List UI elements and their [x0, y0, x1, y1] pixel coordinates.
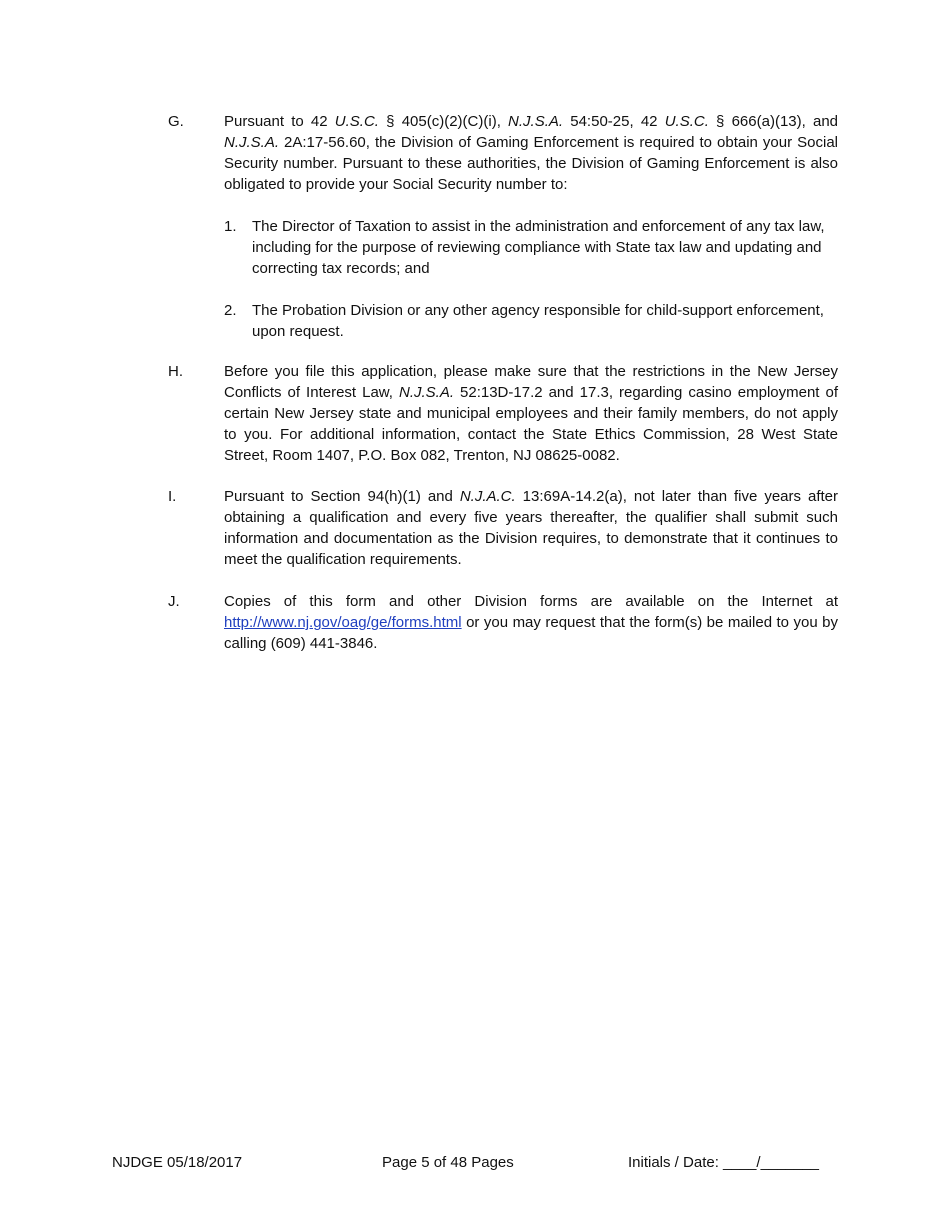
citation: N.J.S.A.: [398, 384, 454, 401]
text-run: 13:69A-14.2(a), not later than five years after obtaining a qualification and every five years thereafter, the qualifier shall submit such information and documentation as the Division requires, to demonstrate that it continues to meet the qualification requirements.: [224, 488, 839, 568]
footer-form-id: NJDGE 05/18/2017: [112, 1154, 243, 1171]
text-run: 54:50-25, 42: [563, 113, 665, 130]
section-paragraph: [224, 591, 838, 654]
citation: N.J.S.A.: [508, 113, 564, 130]
text-run: Pursuant to Section 94(h)(1) and: [224, 488, 460, 505]
footer-page-number: Page 5 of 48 Pages: [382, 1154, 514, 1171]
section-body: [224, 591, 838, 654]
section-paragraph: [224, 486, 838, 570]
section-paragraph: [224, 111, 838, 195]
section-body: [224, 361, 838, 466]
text-run: 52:13D-17.2 and 17.3, regarding casino employment of certain New Jersey state and municipal employees and their family members, do not apply to you. For additional information, contact the State Ethics Commission, 28 West State Street, Room 1407, P.O. Box 082, Trenton, NJ 08625-0082.: [224, 384, 839, 464]
text-run: Pursuant to 42: [224, 113, 335, 130]
footer-initials-date: Initials / Date: ____/_______: [628, 1154, 819, 1171]
forms-link[interactable]: http://www.nj.gov/oag/ge/forms.html: [224, 614, 462, 631]
section-letter: H.: [168, 363, 183, 380]
section-paragraph: [224, 361, 838, 466]
text-run: § 405(c)(2)(C)(i),: [378, 113, 509, 130]
section-body: [224, 486, 838, 570]
text-run: § 666(a)(13), and: [708, 113, 838, 130]
list-item-number: 1.: [224, 218, 237, 235]
list-item: [224, 300, 838, 342]
section-letter: G.: [168, 113, 184, 130]
text-run: 2A:17-56.60, the Division of Gaming Enforcement is required to obtain your Social Security number. Pursuant to these authorities, the Division of Gaming Enforcement is also obligated to provide your Social Security number to:: [224, 134, 838, 193]
citation: U.S.C.: [334, 113, 379, 130]
list-item: [224, 216, 838, 279]
section-i: [168, 486, 840, 570]
section-j: [168, 591, 840, 654]
section-body: [224, 111, 838, 342]
text-run: Before you file this application, please make sure that the restrictions in the New Jersey Conflicts of Interest Law,: [224, 363, 838, 401]
section-g: [168, 111, 840, 342]
section-letter: I.: [168, 488, 177, 505]
text-run: or you may request that the form(s) be mailed to you by calling (609) 441-3846.: [224, 614, 838, 652]
citation: N.J.A.C.: [459, 488, 516, 505]
list-item-text: The Director of Taxation to assist in the administration and enforcement of any tax law, including for the purpose of reviewing compliance with State tax law and updating and correcting tax records; and: [252, 218, 825, 277]
list-item-number: 2.: [224, 302, 237, 319]
section-h: [168, 361, 840, 466]
section-letter: J.: [168, 593, 180, 610]
list-item-text: The Probation Division or any other agency responsible for child-support enforcement, upon request.: [252, 302, 824, 340]
citation: N.J.S.A.: [224, 134, 280, 151]
citation: U.S.C.: [664, 113, 709, 130]
text-run: Copies of this form and other Division forms are available on the Internet at: [224, 593, 838, 610]
